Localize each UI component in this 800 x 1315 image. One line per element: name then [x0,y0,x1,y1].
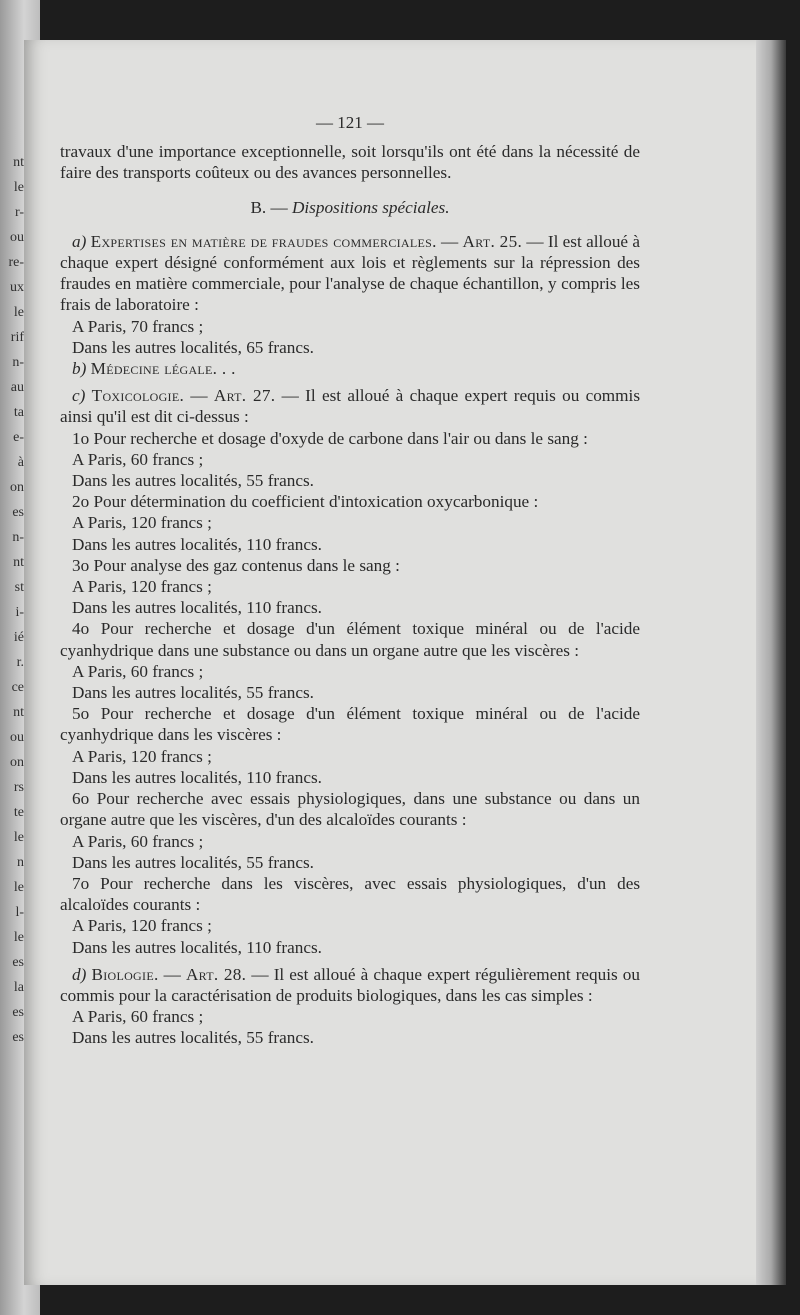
facing-page-fragment: la [13,980,24,995]
toxicology-item [60,618,640,660]
toxicology-item-rate: Dans les autres localités, 110 francs. [72,534,322,554]
facing-page-fragment: le [13,880,24,895]
section-a-rate-other: Dans les autres localités, 65 francs. [72,337,314,357]
toxicology-item-number: 5o [72,704,90,724]
facing-page-fragment: es [12,1030,24,1045]
facing-page-fragment: re- [8,255,24,270]
toxicology-item-number: 6o [72,789,90,809]
toxicology-item-number: 7o [72,873,90,893]
facing-page-fragment: on [10,755,24,770]
section-a-title: Expertises en matière de fraudes commerciales. [90,231,437,251]
toxicology-item [60,491,640,512]
facing-page-fragment: i- [15,605,24,620]
toxicology-item-number: 3o [72,555,90,575]
section-c-marker: c) [72,386,86,406]
section-heading [60,197,640,218]
toxicology-item-text: Pour analyse des gaz contenus dans le sang : [93,555,400,575]
facing-page-fragment: ou [10,730,24,745]
toxicology-items [60,428,640,958]
facing-page-fragment: n- [12,530,24,545]
facing-page-fragment: le [13,180,24,195]
toxicology-item-rate: Dans les autres localités, 55 francs. [72,852,314,872]
facing-page-fragment: r. [16,655,24,670]
toxicology-item-text: Pour recherche dans les viscères, avec essais physiologiques, d'un des alcaloïdes courants : [60,873,641,915]
facing-page-fragment: n- [12,355,24,370]
facing-page-fragment: st [14,580,24,595]
facing-page-fragment: n [17,855,24,870]
facing-page-fragment: ta [13,405,24,420]
facing-page-fragment: nt [13,155,24,170]
page-content [60,112,640,1049]
section-b-title: Médecine légale. . . [90,359,236,379]
section-c-paragraph [60,385,640,427]
section-a-marker: a) [72,231,87,251]
toxicology-item-rate: A Paris, 120 francs ; [72,577,212,597]
toxicology-item-rate: Dans les autres localités, 55 francs. [72,471,314,491]
toxicology-item-rate: A Paris, 120 francs ; [72,746,212,766]
section-c-dash: — [184,386,214,406]
page-number: — 121 — [316,113,384,132]
toxicology-item-rate: A Paris, 120 francs ; [72,916,212,936]
toxicology-item [60,428,640,449]
section-d-rate-other: Dans les autres localités, 55 francs. [72,1028,314,1048]
toxicology-item-number: 1o [72,428,90,448]
section-c-text: — Il est alloué à chaque expert requis ou commis ainsi qu'il est dit ci-dessus : [60,386,641,427]
section-d-rate-paris: A Paris, 60 francs ; [72,1007,204,1027]
toxicology-item-rate: Dans les autres localités, 110 francs. [72,598,322,618]
toxicology-item-rate: A Paris, 60 francs ; [72,449,204,469]
section-a-rate-paris: A Paris, 70 francs ; [72,316,204,336]
facing-page-fragment: ux [10,280,24,295]
section-c-article: Art. 27. [213,386,276,406]
facing-page-fragment: es [12,1005,24,1020]
toxicology-item [60,703,640,745]
facing-page-fragment: le [13,830,24,845]
facing-page-fragment: ié [13,630,24,645]
section-d-paragraph [60,964,640,1006]
section-b-paragraph [60,358,640,379]
facing-page-fragment: es [12,955,24,970]
page-edge-shadow [756,40,786,1285]
toxicology-item-text: Pour recherche et dosage d'un élément toxique minéral ou de l'acide cyanhydrique dans les viscères : [60,704,641,745]
section-b-marker: b) [72,359,87,379]
toxicology-item-text: Pour recherche avec essais physiologiques, dans une substance ou dans un organe autre que les viscères, d'un des alcaloïdes courants : [60,789,640,830]
facing-page-fragment: ou [10,230,24,245]
intro-paragraph: travaux d'une importance exceptionnelle, soit lorsqu'ils ont été dans la nécessité de faire des transports coûteux ou des avances personnelles. [60,142,640,183]
section-d-text: — Il est alloué à chaque expert régulièrement requis ou commis pour la caractérisation de produits biologiques, dans les cas simples : [60,964,640,1005]
facing-page-text-fragments [0,150,24,1050]
facing-page-fragment: ce [11,680,24,695]
facing-page-fragment: e- [13,430,24,445]
section-a-text: — Il est alloué à chaque expert désigné conformément aux lois et règlements sur la répression des fraudes en matière commerciale, pour l'analyse de chaque échantillon, y compris les frais de laboratoire : [60,231,640,315]
toxicology-item-number: 4o [72,619,90,639]
facing-page-fragment: r- [14,205,24,220]
toxicology-item-text: Pour détermination du coefficient d'intoxication oxycarbonique : [93,492,539,512]
facing-page-fragment: le [13,930,24,945]
facing-page-fragment: nt [13,555,24,570]
facing-page-fragment: on [10,480,24,495]
facing-page-fragment: à [17,455,24,470]
facing-page-fragment: rs [13,780,24,795]
section-d-article: Art. 28. [185,964,247,984]
facing-page-fragment: nt [13,705,24,720]
toxicology-item-rate: Dans les autres localités, 55 francs. [72,683,314,703]
facing-page-fragment: au [10,380,24,395]
section-c-title: Toxicologie. [91,386,185,406]
section-a-dash: — [436,231,463,251]
section-a-paragraph [60,231,640,316]
section-heading-label: B. — [250,197,288,217]
facing-page-fragment: l- [15,905,24,920]
toxicology-item [60,555,640,576]
toxicology-item-rate: Dans les autres localités, 110 francs. [72,937,322,957]
facing-page-fragment: te [13,805,24,820]
toxicology-item-rate: Dans les autres localités, 110 francs. [72,767,322,787]
toxicology-item [60,873,640,915]
facing-page-fragment: es [12,505,24,520]
toxicology-item-rate: A Paris, 60 francs ; [72,831,204,851]
toxicology-item-rate: A Paris, 60 francs ; [72,661,204,681]
toxicology-item-text: Pour recherche et dosage d'un élément toxique minéral ou de l'acide cyanhydrique dans une substance ou dans un organe autre que les viscères : [60,619,641,660]
section-d-title: Biologie. [91,964,159,984]
section-d-marker: d) [72,964,87,984]
facing-page-fragment: rif [10,330,24,345]
toxicology-item [60,788,640,830]
section-a-article: Art. 25. [462,231,523,251]
facing-page-fragment: le [13,305,24,320]
toxicology-item-number: 2o [72,492,90,512]
section-d-dash: — [158,964,186,984]
section-heading-title: Dispositions spéciales. [291,197,450,217]
toxicology-item-rate: A Paris, 120 francs ; [72,513,212,533]
toxicology-item-text: Pour recherche et dosage d'oxyde de carbone dans l'air ou dans le sang : [93,428,588,448]
